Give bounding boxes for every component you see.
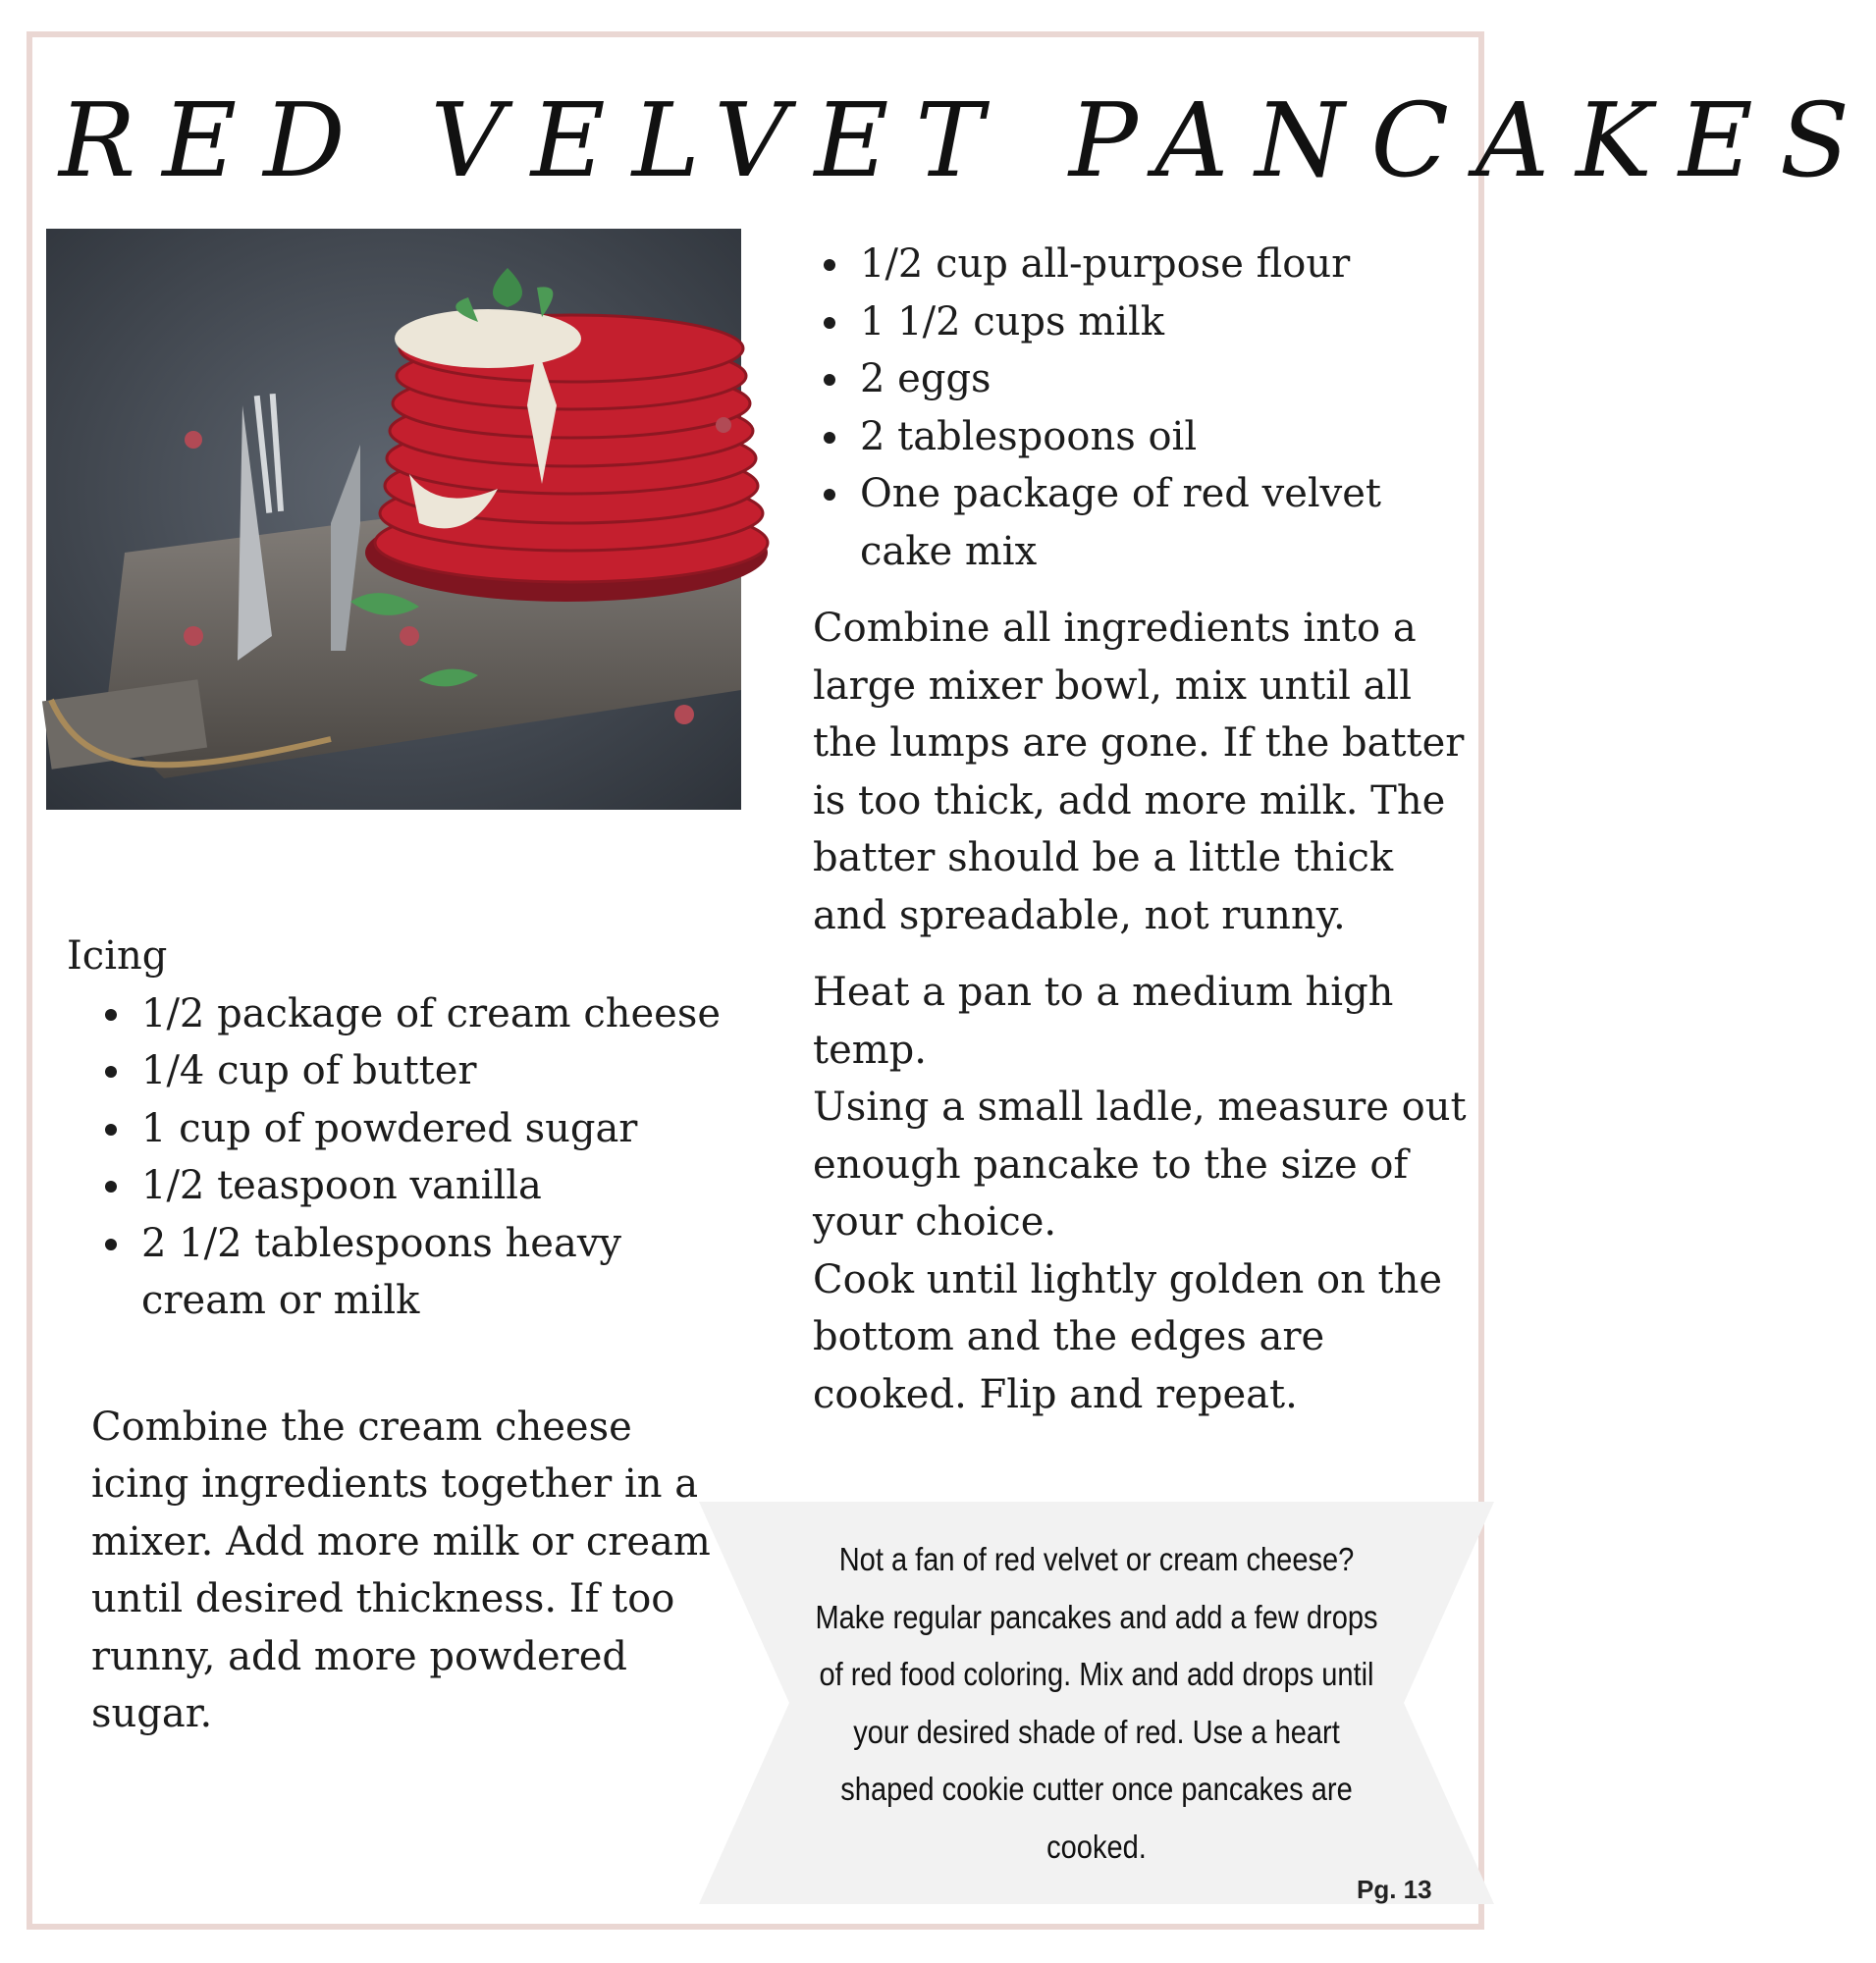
- ingredient-item: • 1 1/2 cups milk: [854, 293, 1471, 351]
- ingredient-item: • 2 eggs: [854, 350, 1471, 408]
- page-number: Pg. 13: [1357, 1875, 1432, 1904]
- directions-heat: Heat a pan to a medium high temp.: [813, 970, 1394, 1073]
- directions-mix: Combine all ingredients into a large mixer bowl, mix until all the lumps are gone. If the batter is too thick, add more milk. The batter should be a little thick and spreadable, not runny.: [813, 606, 1465, 938]
- ingredient-item: • One package of red velvet cake mix: [854, 465, 1471, 580]
- ingredient-item: • 1/2 cup all-purpose flour: [854, 236, 1471, 293]
- icing-heading: Icing: [67, 933, 168, 979]
- icing-item: • 1/2 teaspoon vanilla: [135, 1157, 734, 1215]
- pancake-photo: [46, 229, 741, 810]
- recipe-title: RED VELVET PANCAKES: [59, 80, 1876, 200]
- directions-cook: Cook until lightly golden on the bottom and the edges are cooked. Flip and repeat.: [813, 1256, 1443, 1417]
- icing-item: • 1/4 cup of butter: [135, 1042, 734, 1100]
- tip-text: Not a fan of red velvet or cream cheese? Make regular pancakes and add a few drops of red food coloring. Mix and add drops until your desired shade of red. Use a heart shaped cookie cutter once pancakes are cooked.: [815, 1541, 1378, 1865]
- directions-ladle: Using a small ladle, measure out enough pancake to the size of your choice.: [813, 1085, 1467, 1245]
- tip-callout: [699, 1502, 1494, 1904]
- ingredient-item: • 2 tablespoons oil: [854, 408, 1471, 466]
- icing-item: • 1 cup of powdered sugar: [135, 1100, 734, 1158]
- icing-section: [67, 928, 734, 1743]
- icing-instructions: Combine the cream cheese icing ingredients together in a mixer. Add more milk or cream until desired thickness. If too runny, add more powdered sugar.: [91, 1404, 711, 1736]
- ingredient-list: [813, 236, 1471, 580]
- icing-item: • 2 1/2 tablespoons heavy cream or milk: [135, 1215, 734, 1330]
- icing-ingredient-list: [67, 985, 734, 1330]
- right-column: [813, 236, 1471, 1423]
- icing-item: • 1/2 package of cream cheese: [135, 985, 734, 1043]
